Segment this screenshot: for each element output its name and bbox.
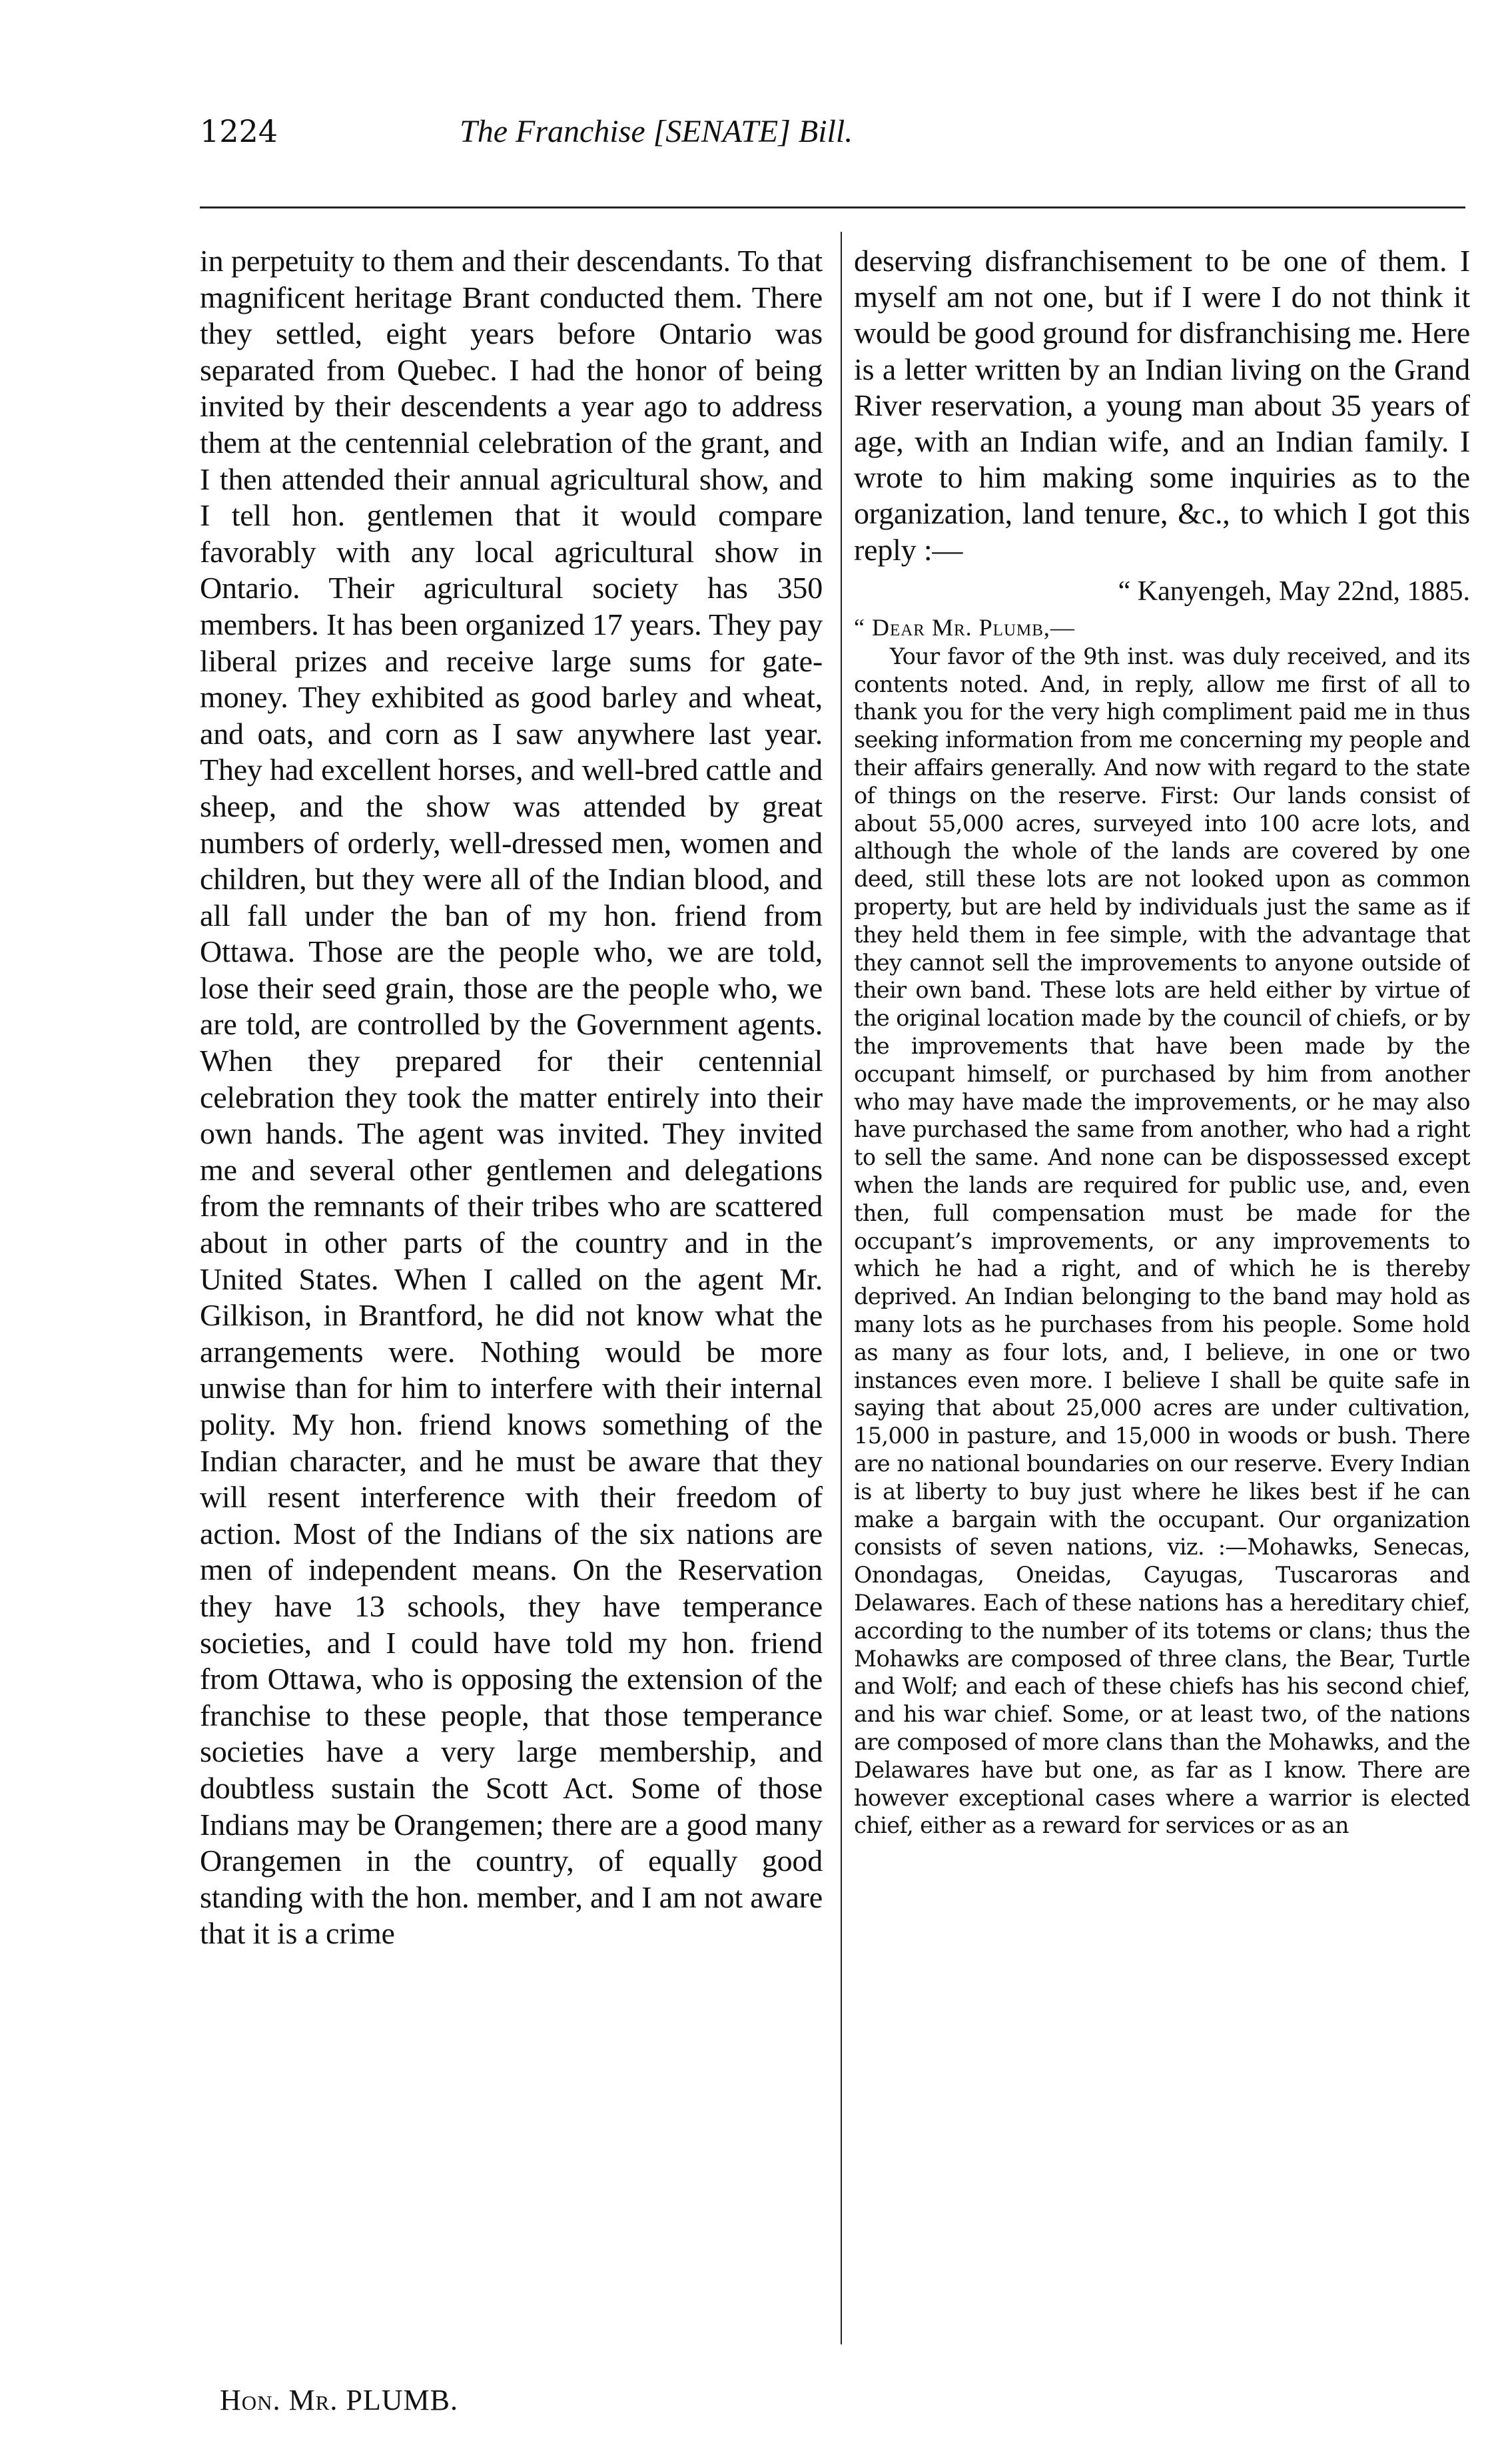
running-header [200, 113, 1465, 148]
speaker-footer: Hon. Mr. PLUMB. [220, 2384, 458, 2416]
left-column-text: in perpetuity to them and their descendants. To that magnificent heritage Brant conducted them. There they settled, eight years before Ontario was separated from Quebec. I had the honor of being invited by their descendents a year ago to address them at the centennial celebration of the grant, and I then attended their annual agricultural show, and I tell hon. gentlemen that it would compare favorably with any local agricultural show in Ontario. Their agricultural society has 350 members. It has been organized 17 years. They pay liberal prizes and receive large sums for gate-money. They exhibited as good barley and wheat, and oats, and corn as I saw anywhere last year. They had excellent horses, and well-bred cattle and sheep, and the show was attended by great numbers of orderly, well-dressed men, women and children, but they were all of the Indian blood, and all fall under the ban of my hon. friend from Ottawa. Those are the people who, we are told, lose their seed grain, those are the people who, we are told, are controlled by the Government agents. When they prepared for their centennial celebration they took the matter entirely into their own hands. The agent was invited. They invited me and several other gentlemen and delegations from the remnants of their tribes who are scattered about in other parts of the country and in the United States. When I called on the agent Mr. Gilkison, in Brantford, he did not know what the arrangements were. Nothing would be more unwise than for him to interfere with their internal polity. My hon. friend knows something of the Indian character, and he must be aware that they will resent interference with their freedom of action. Most of the Indians of the six nations are men of independent means. On the Reservation they have 13 schools, they have temperance societies, and I could have told my hon. friend from Ottawa, who is opposing the extension of the franchise to these people, that those temperance societies have a very large membership, and doubtless sustain the Scott Act. Some of those Indians may be Orangemen; there are a good many Orangemen in the country, of equally good standing with the hon. member, and I am not aware that it is a crime [200, 244, 823, 1951]
letter-body: Your favor of the 9th inst. was duly received, and its contents noted. And, in reply, allow me first of all to thank you for the very high compliment paid me in thus seeking information from me concerning my people and their affairs generally. And now with regard to the state of things on the reserve. First: Our lands consist of about 55,000 acres, surveyed into 100 acre lots, and although the whole of the lands are covered by one deed, still these lots are not looked upon as common property, but are held by individuals just the same as if they held them in fee simple, with the advantage that they cannot sell the improvements to anyone outside of their own band. These lots are held either by virtue of the original location made by the council of chiefs, or by the improvements that have been made by the occupant himself, or purchased by him from another who may have made the improvements, or he may also have purchased the same from another, who had a right to sell the same. And none can be dispossessed except when the lands are required for public use, and, even then, full compensation must be made for the occupant’s improvements, or any improvements to which he had a right, and of which he is thereby deprived. An Indian belonging to the band may hold as many lots as he purchases from his people. Some hold as many as four lots, and, I believe, in one or two instances even more. I believe I shall be quite safe in saying that about 25,000 acres are under cultivation, 15,000 in pasture, and 15,000 in woods or bush. There are no national boundaries on our reserve. Every Indian is at liberty to buy just where he likes best if he can make a bargain with the occupant. Our organization consists of seven nations, viz. :—Mohawks, Senecas, Onondagas, Oneidas, Cayugas, Tuscaroras and Delawares. Each of these nations has a hereditary chief, according to the number of its totems or clans; thus the Mohawks are composed of three clans, the Bear, Turtle and Wolf; and each of these chiefs has his second chief, and his war chief. Some, or at least two, of the nations are composed of more clans than the Mohawks, and the Delawares have but one, as far as I know. There are however exceptional cases where a warrior is elected chief, either as a reward for services or as an [854, 643, 1470, 1839]
letter-salutation: “ Dear Mr. Plumb,— [854, 613, 1075, 641]
letter-dateline: “ Kanyengeh, May 22nd, 1885. [1118, 575, 1470, 607]
column-divider [841, 232, 842, 2344]
left-column [200, 243, 823, 2348]
page-number: 1224 [200, 113, 278, 149]
right-column-intro: deserving disfranchisement to be one of them. I myself am not one, but if I were I do not think it would be good ground for disfranchising me. Here is a letter written by an Indian living on the Grand River reservation, a young man about 35 years of age, with an Indian wife, and an Indian family. I wrote to him making some inquiries as to the organization, land tenure, &c., to which I got this reply :— [854, 244, 1470, 567]
right-column [854, 243, 1470, 2348]
header-rule [200, 206, 1465, 208]
running-title: The Franchise [SENATE] Bill. [460, 114, 853, 149]
